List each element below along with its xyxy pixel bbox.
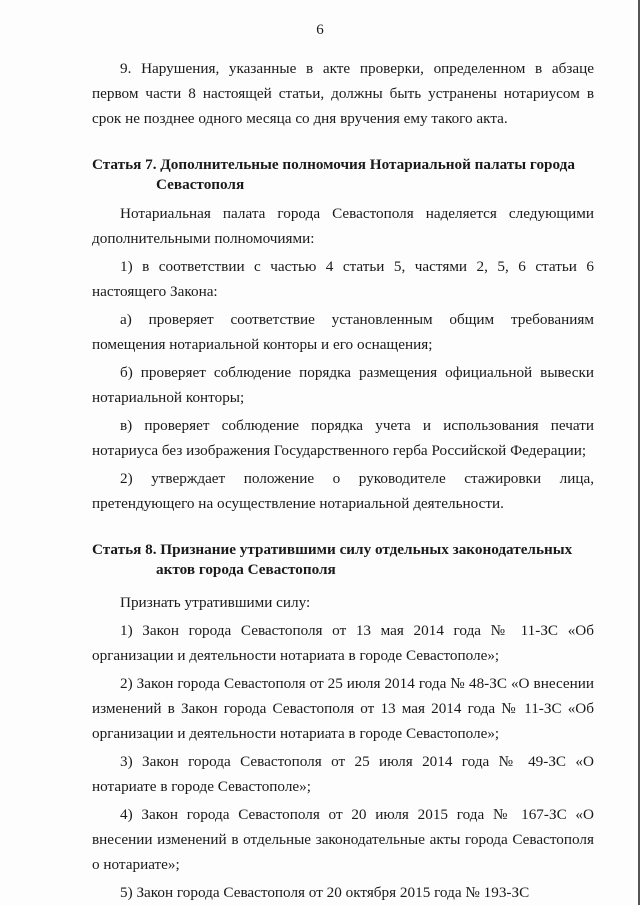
article-8-item: 3) Закон города Севастополя от 25 июля 2014 года № 49-ЗС «О нотариате в городе Севастополе»; (92, 753, 594, 795)
article-8-item: 4) Закон города Севастополя от 20 июля 2015 года № 167-ЗС «О внесении изменений в отдельные законодательные акты города Севастополя о нотариате»; (92, 806, 594, 873)
document-body (92, 56, 594, 905)
article-8-item: 5) Закон города Севастополя от 20 октября 2015 года № 193-ЗС (120, 884, 530, 901)
article-8-item: 2) Закон города Севастополя от 25 июля 2014 года № 48-ЗС «О внесении изменений в Закон города Севастополя от 13 мая 2014 года № 11-ЗС «Об организации и деятельности нотариата в городе Севастополе»; (92, 675, 594, 742)
page-number: 6 (316, 22, 324, 38)
article-8-title-line1: Статья 8. Признание утратившими силу отдельных законодательных (92, 541, 573, 558)
article-7-item: а) проверяет соответствие установленным общим требованиям помещения нотариальной конторы и его оснащения; (92, 311, 594, 353)
article-7-heading (92, 155, 594, 195)
article-7-item: 1) в соответствии с частью 4 статьи 5, частями 2, 5, 6 статьи 6 настоящего Закона: (92, 258, 594, 300)
article-7-title-line1: Статья 7. Дополнительные полномочия Нотариальной палаты города (92, 156, 575, 173)
article-7-title-line2: Севастополя (156, 176, 245, 193)
article-8-heading (92, 540, 594, 580)
article-7-item: в) проверяет соблюдение порядка учета и использования печати нотариуса без изображения Государственного герба Российской Федерации; (92, 417, 594, 459)
article-7-item: 2) утверждает положение о руководителе стажировки лица, претендующего на осуществление нотариальной деятельности. (92, 470, 594, 512)
article-8-title-line2: актов города Севастополя (156, 561, 336, 578)
paragraph-9: 9. Нарушения, указанные в акте проверки, определенном в абзаце первом части 8 настоящей статьи, должны быть устранены нотариусом в срок не позднее одного месяца со дня вручения ему такого акта. (92, 60, 594, 127)
article-8-intro: Признать утратившими силу: (120, 594, 311, 611)
article-7-intro: Нотариальная палата города Севастополя наделяется следующими дополнительными полномочиями: (92, 205, 594, 247)
article-7-item: б) проверяет соблюдение порядка размещения официальной вывески нотариальной конторы; (92, 364, 594, 406)
article-8-item: 1) Закон города Севастополя от 13 мая 2014 года № 11-ЗС «Об организации и деятельности нотариата в городе Севастополе»; (92, 622, 594, 664)
